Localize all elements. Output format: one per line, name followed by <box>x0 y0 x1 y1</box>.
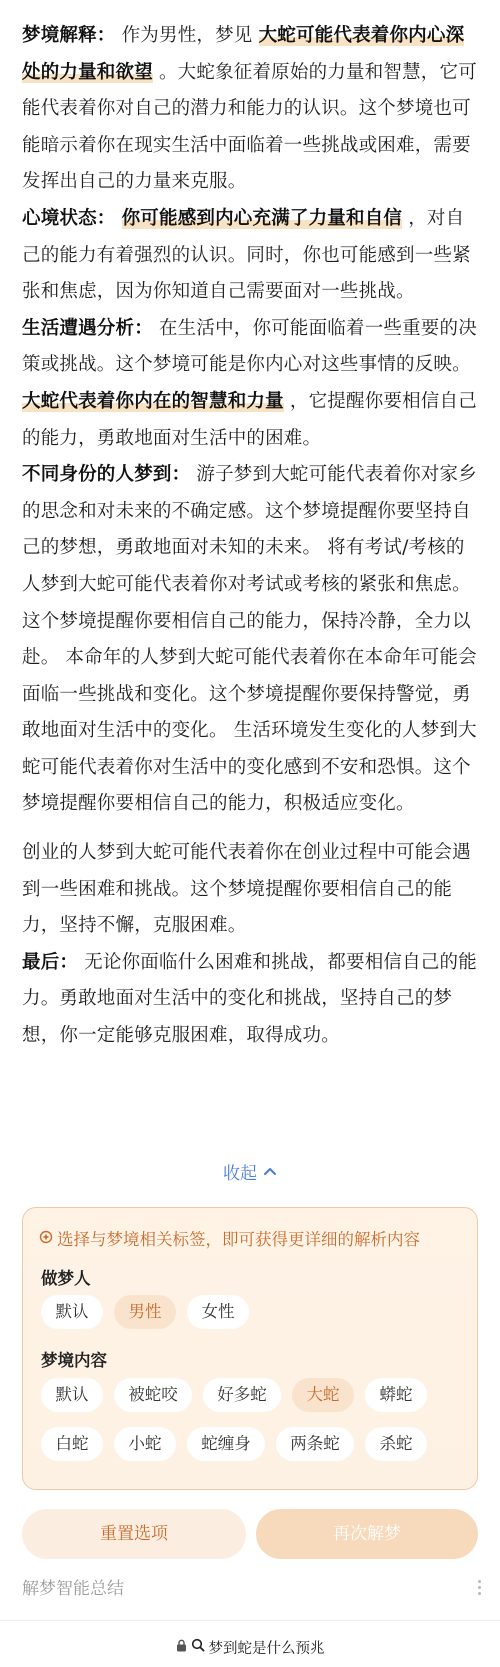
chip-content-many-snakes[interactable]: 好多蛇 <box>203 1378 281 1412</box>
text: 在生活中，你可能面临着一些重要的决策或挑战。这个梦境可能是你内心对这些事情的反映。 <box>22 317 477 376</box>
text <box>116 208 122 229</box>
section-label: 生活遭遇分析： <box>22 317 153 339</box>
search-suggestion[interactable] <box>0 1634 500 1660</box>
text: ，它提醒你要相信自己的能力，勇敢地面对生活中的困难。 <box>22 390 477 449</box>
lock-icon <box>176 1639 187 1656</box>
paragraph-life-analysis <box>22 311 480 457</box>
chip-content-small-snake[interactable]: 小蛇 <box>114 1427 176 1461</box>
collapse-button[interactable] <box>0 1156 500 1186</box>
text: 游子梦到大蛇可能代表着你对家乡的思念和对未来的不确定感。这个梦境提醒你要坚持自己的梦想，勇敢地面对未知的未来。 将有考试/考核的人梦到大蛇可能代表着你对考试或考核的紧张和焦虑。这个梦境提醒你要相信自己的能力，保持冷静，全力以赴。 本命年的人梦到大蛇可能代表着你在本命年可能会面临一些挑战和变化。这个梦境提醒你要保持警觉，勇敢地面对生活中的变化。 生活环境发生变化的人梦到大蛇可能代表着你对生活中的变化感到不安和恐惧。这个梦境提醒你要相信自己的能力，积极适应变化。 <box>22 464 477 815</box>
dream-interpretation-article <box>22 18 480 1055</box>
highlight-text: 大蛇代表着你内在的智慧和力量 <box>22 390 284 412</box>
content-section-title: 梦境内容 <box>41 1351 107 1370</box>
chevron-up-icon <box>263 1166 277 1176</box>
chip-content-two-snakes[interactable]: 两条蛇 <box>276 1427 354 1461</box>
interpret-again-button[interactable]: 再次解梦 <box>256 1509 478 1559</box>
paragraph-different-identities <box>22 457 480 823</box>
paragraph-conclusion <box>22 945 480 1055</box>
sparkle-icon <box>39 1229 53 1248</box>
text: 创业的人梦到大蛇可能代表着你在创业过程中可能会遇到一些困难和挑战。这个梦境提醒你要相信自己的能力，坚持不懈，克服困难。 <box>22 842 471 937</box>
dream-tags-panel <box>22 1207 478 1490</box>
ai-summary-label: 解梦智能总结 <box>22 1579 124 1599</box>
divider <box>0 1620 500 1621</box>
dreamer-chips <box>41 1295 249 1329</box>
chip-content-default[interactable]: 默认 <box>41 1378 103 1412</box>
chip-dreamer-female[interactable]: 女性 <box>187 1295 249 1329</box>
chip-dreamer-default[interactable]: 默认 <box>41 1295 103 1329</box>
tip-text: 选择与梦境相关标签，即可获得更详细的解析内容 <box>57 1230 420 1249</box>
chip-content-snake-bite[interactable]: 被蛇咬 <box>114 1378 192 1412</box>
chip-dreamer-male[interactable]: 男性 <box>114 1295 176 1329</box>
section-label: 不同身份的人梦到： <box>22 464 191 486</box>
highlight-text: 你可能感到内心充满了力量和自信 <box>121 207 403 229</box>
paragraph-dream-explanation <box>22 18 480 201</box>
section-label: 心境状态： <box>22 207 116 229</box>
dreamer-section-title: 做梦人 <box>41 1269 91 1288</box>
chip-content-big-snake[interactable]: 大蛇 <box>292 1378 354 1412</box>
collapse-label: 收起 <box>223 1163 257 1184</box>
paragraph-mood-state <box>22 201 480 311</box>
text: 无论你面临什么困难和挑战，都要相信自己的能力。勇敢地面对生活中的变化和挑战，坚持自己的梦想，你一定能够克服困难，取得成功。 <box>22 951 477 1047</box>
search-query: 梦到蛇是什么预兆 <box>208 1640 325 1657</box>
chip-content-white-snake[interactable]: 白蛇 <box>41 1427 103 1461</box>
text: 。大蛇象征着原始的力量和智慧，它可能代表着你对自己的潜力和能力的认识。这个梦境也可能暗示着你在现实生活中面临着一些挑战或困难，需要发挥出自己的力量来克服。 <box>22 61 477 193</box>
chip-content-snake-coil[interactable]: 蛇缠身 <box>187 1427 265 1461</box>
section-label: 梦境解释： <box>22 25 116 46</box>
content-chips-row-2 <box>41 1427 427 1461</box>
more-options-icon[interactable] <box>478 1580 482 1595</box>
paragraph-entrepreneur <box>22 835 480 945</box>
chip-content-python[interactable]: 蟒蛇 <box>365 1378 427 1412</box>
reset-options-button[interactable]: 重置选项 <box>22 1509 246 1559</box>
section-label: 最后： <box>22 951 79 973</box>
panel-tip <box>39 1226 420 1250</box>
highlight-text: 大蛇可能代表着你内心深处的力量和欲望 <box>22 25 465 83</box>
search-icon <box>191 1638 205 1656</box>
text: 作为男性，梦见 <box>115 25 259 46</box>
content-chips-row-1 <box>41 1378 427 1412</box>
text: ，对自己的能力有着强烈的认识。同时，你也可能感到一些紧张和焦虑，因为你知道自己需要面对一些挑战。 <box>22 207 471 303</box>
chip-content-kill-snake[interactable]: 杀蛇 <box>365 1427 427 1461</box>
